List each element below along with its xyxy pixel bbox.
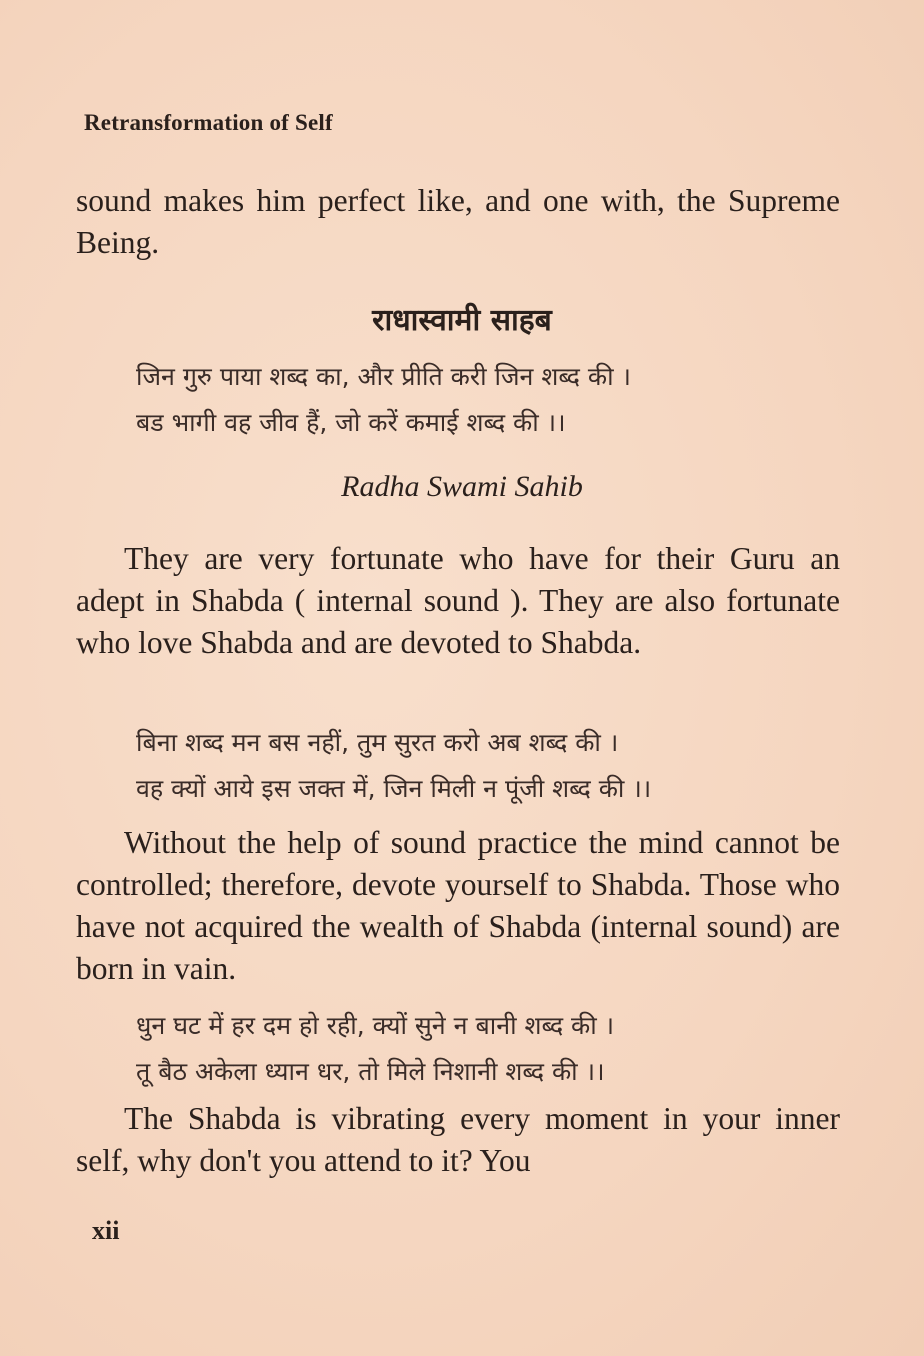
paragraph-translation-1: They are very fortunate who have for their Guru an adept in Shabda ( internal sound ). They are also fortunate who love Shabda and are devoted to Shabda. — [76, 541, 840, 660]
verse-line: बड भागी वह जीव हैं, जो करें कमाई शब्द की ।। — [136, 408, 566, 437]
english-caption: Radha Swami Sahib — [341, 470, 583, 503]
verse-line: धुन घट में हर दम हो रही, क्यों सुने न बानी शब्द की । — [136, 1011, 615, 1040]
verse-line: बिना शब्द मन बस नहीं, तुम सुरत करो अब शब्द की । — [136, 728, 619, 757]
page-number: xii — [92, 1216, 120, 1245]
running-head: Retransformation of Self — [84, 110, 333, 135]
hindi-title: राधास्वामी साहब — [372, 303, 552, 338]
verse-line: जिन गुरु पाया शब्द का, और प्रीति करी जिन शब्द की । — [136, 362, 631, 391]
hindi-verse-2 — [136, 720, 826, 812]
paragraph-translation-2: Without the help of sound practice the mind cannot be controlled; therefore, devote yourself to Shabda. Those who have not acquired the wealth of Shabda (internal sound) are born in vain. — [76, 825, 840, 986]
hindi-verse-1 — [136, 354, 826, 446]
paragraph-translation-3: The Shabda is vibrating every moment in your inner self, why don't you attend to it? You — [76, 1101, 840, 1178]
verse-line: वह क्यों आये इस जक्त में, जिन मिली न पूंजी शब्द की ।। — [136, 774, 652, 803]
verse-line: तू बैठ अकेला ध्यान धर, तो मिले निशानी शब्द की ।। — [136, 1057, 605, 1086]
hindi-verse-3 — [136, 1003, 826, 1095]
paragraph-intro: sound makes him perfect like, and one with, the Supreme Being. — [76, 183, 840, 260]
